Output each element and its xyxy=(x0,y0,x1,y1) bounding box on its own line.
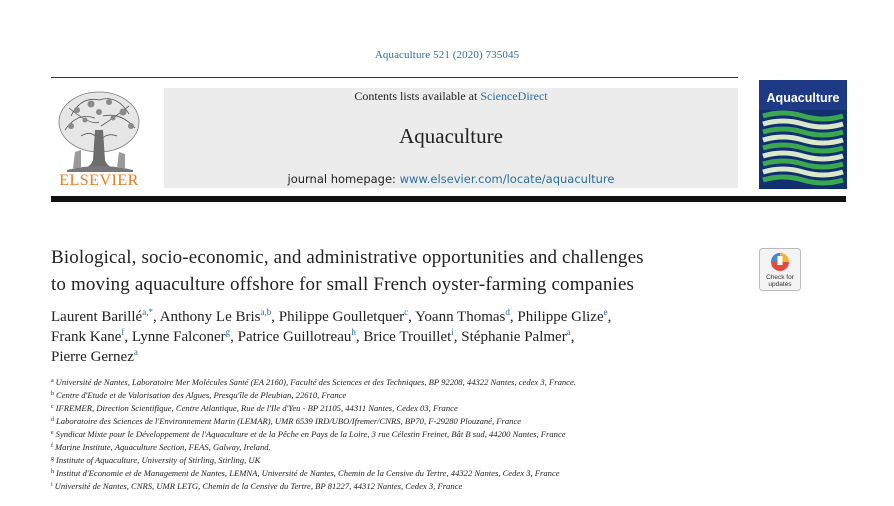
affiliation-item xyxy=(51,402,831,415)
affiliation-text: Centre d'Etude et de Valorisation des Algues, Presqu'île de Pleubian, 22610, France xyxy=(56,390,347,400)
affiliation-item xyxy=(51,454,831,467)
affiliation-item xyxy=(51,415,831,428)
affiliation-mark: e xyxy=(51,430,54,436)
affiliation-item xyxy=(51,376,831,389)
author-affiliation-mark[interactable]: a xyxy=(133,347,138,357)
article-title xyxy=(51,244,761,298)
author-affiliation-mark[interactable]: i xyxy=(451,327,454,337)
affiliation-mark: i xyxy=(51,482,53,488)
author-separator: , xyxy=(355,329,364,345)
sciencedirect-link[interactable]: ScienceDirect xyxy=(480,89,548,103)
journal-cover[interactable] xyxy=(759,80,847,189)
author-separator: , xyxy=(230,329,238,345)
author-name[interactable]: Brice Trouillet xyxy=(363,329,452,345)
author-name[interactable]: Laurent Barillé xyxy=(51,309,143,325)
author-separator: , xyxy=(271,309,279,325)
crossmark-label-line-1: Check for xyxy=(766,274,794,281)
author-affiliation-mark[interactable]: a xyxy=(566,327,571,337)
check-for-updates-button[interactable] xyxy=(759,248,801,291)
affiliation-list xyxy=(51,376,831,493)
affiliation-item xyxy=(51,389,831,402)
author-affiliation-mark[interactable]: h xyxy=(351,327,356,337)
homepage-link[interactable]: www.elsevier.com/locate/aquaculture xyxy=(399,172,615,186)
homepage-prefix: journal homepage: xyxy=(287,172,400,186)
author-name[interactable]: Philippe Glize xyxy=(517,309,604,325)
author[interactable] xyxy=(51,349,138,365)
author[interactable] xyxy=(51,329,124,345)
contents-prefix: Contents lists available at xyxy=(354,89,481,103)
author-affiliation-mark[interactable]: d xyxy=(505,307,510,317)
author-separator: , xyxy=(509,309,518,325)
affiliation-text: Institute of Aquaculture, University of Stirling, Stirling, UK xyxy=(56,455,261,465)
affiliation-mark: g xyxy=(51,456,54,462)
affiliation-mark: d xyxy=(51,417,54,423)
author-separator: , xyxy=(408,309,416,325)
author[interactable] xyxy=(160,309,272,325)
affiliation-text: Université de Nantes, Laboratoire Mer Molécules Santé (EA 2160), Faculté des Sciences et des Techniques, BP 92208, 44322 Nantes, cedex 3, France. xyxy=(55,377,576,387)
cover-title: Aquaculture xyxy=(766,91,840,105)
author-affiliation-mark[interactable]: a,b xyxy=(260,307,272,317)
author[interactable] xyxy=(461,329,570,345)
affiliation-text: Marine Institute, Aquaculture Section, FEAS, Galway, Ireland. xyxy=(55,442,271,452)
author-name[interactable]: Frank Kane xyxy=(51,329,122,345)
affiliation-text: IFREMER, Direction Scientifique, Centre Atlantique, Rue de l'Ile d'Yeu - BP 21105, 44311 Nantes, Cedex 03, France xyxy=(55,403,458,413)
author[interactable] xyxy=(132,329,230,345)
author[interactable] xyxy=(363,329,453,345)
affiliation-text: Institut d'Economie et de Management de Nantes, LEMNA, Université de Nantes, Chemin de la Censive du Tertre, 44322 Nantes, Cedex 3, France xyxy=(56,468,560,478)
author-affiliation-mark[interactable]: a,* xyxy=(142,307,153,317)
author-affiliation-mark[interactable]: c xyxy=(404,307,409,317)
affiliation-item xyxy=(51,441,831,454)
affiliation-text: Laboratoire des Sciences de l'Environnement Marin (LEMAR), UMR 6539 IRD/UBO/Ifremer/CNRS, BP70, F-29280 Plouzané, France xyxy=(56,416,522,426)
author-separator: , xyxy=(570,329,575,345)
author-name[interactable]: Patrice Guillotreau xyxy=(237,329,352,345)
crossmark-label xyxy=(759,274,801,288)
author-separator: , xyxy=(152,309,160,325)
affiliation-item xyxy=(51,480,831,493)
author-name[interactable]: Philippe Goulletquer xyxy=(278,309,405,325)
crossmark-label-line-2: updates xyxy=(768,281,792,288)
author-name[interactable]: Lynne Falconer xyxy=(131,329,226,345)
author-name[interactable]: Anthony Le Bris xyxy=(159,309,261,325)
journal-title: Aquaculture xyxy=(399,124,503,148)
author[interactable] xyxy=(279,309,408,325)
affiliation-mark: a xyxy=(51,378,54,384)
article-title-line-1: Biological, socio-economic, and administrative opportunities and challenges xyxy=(51,247,644,268)
author-name[interactable]: Yoann Thomas xyxy=(415,309,506,325)
homepage-line xyxy=(164,172,738,186)
author[interactable] xyxy=(238,329,356,345)
affiliation-text: Université de Nantes, CNRS, UMR LETG, Chemin de la Censive du Tertre, BP 81227, 44312 Nantes, Cedex 3, France xyxy=(54,481,463,491)
affiliation-item xyxy=(51,428,831,441)
affiliation-item xyxy=(51,467,831,480)
author[interactable] xyxy=(51,309,153,325)
article-title-line-2: to moving aquaculture offshore for small French oyster-farming companies xyxy=(51,274,635,295)
author-separator: , xyxy=(453,329,462,345)
author-name[interactable]: Stéphanie Palmer xyxy=(461,329,567,345)
author-affiliation-mark[interactable]: f xyxy=(121,327,125,337)
journal-citation[interactable]: Aquaculture 521 (2020) 735045 xyxy=(374,49,520,61)
author[interactable] xyxy=(517,309,607,325)
contents-line xyxy=(164,89,738,104)
author-list xyxy=(51,307,751,367)
affiliation-mark: b xyxy=(51,391,54,397)
header-thick-rule xyxy=(51,196,846,202)
author-separator: , xyxy=(124,329,132,345)
affiliation-text: Syndicat Mixte pour le Développement de l'Aquaculture et de la Pêche en Pays de la Loire, 3 rue Célestin Freinet, Bât B sud, 44200 Nantes, France xyxy=(55,429,566,439)
author-affiliation-mark[interactable]: e xyxy=(603,307,608,317)
affiliation-mark: c xyxy=(51,404,54,410)
cover-wave-pattern-icon xyxy=(759,110,847,189)
affiliation-mark: f xyxy=(51,443,53,449)
author-name[interactable]: Pierre Gernez xyxy=(51,349,134,365)
author-affiliation-mark[interactable]: g xyxy=(225,327,231,337)
publisher-name: ELSEVIER xyxy=(59,172,139,189)
header-rule xyxy=(51,77,738,78)
affiliation-mark: h xyxy=(51,469,54,475)
author-separator: , xyxy=(607,309,612,325)
author[interactable] xyxy=(415,309,510,325)
